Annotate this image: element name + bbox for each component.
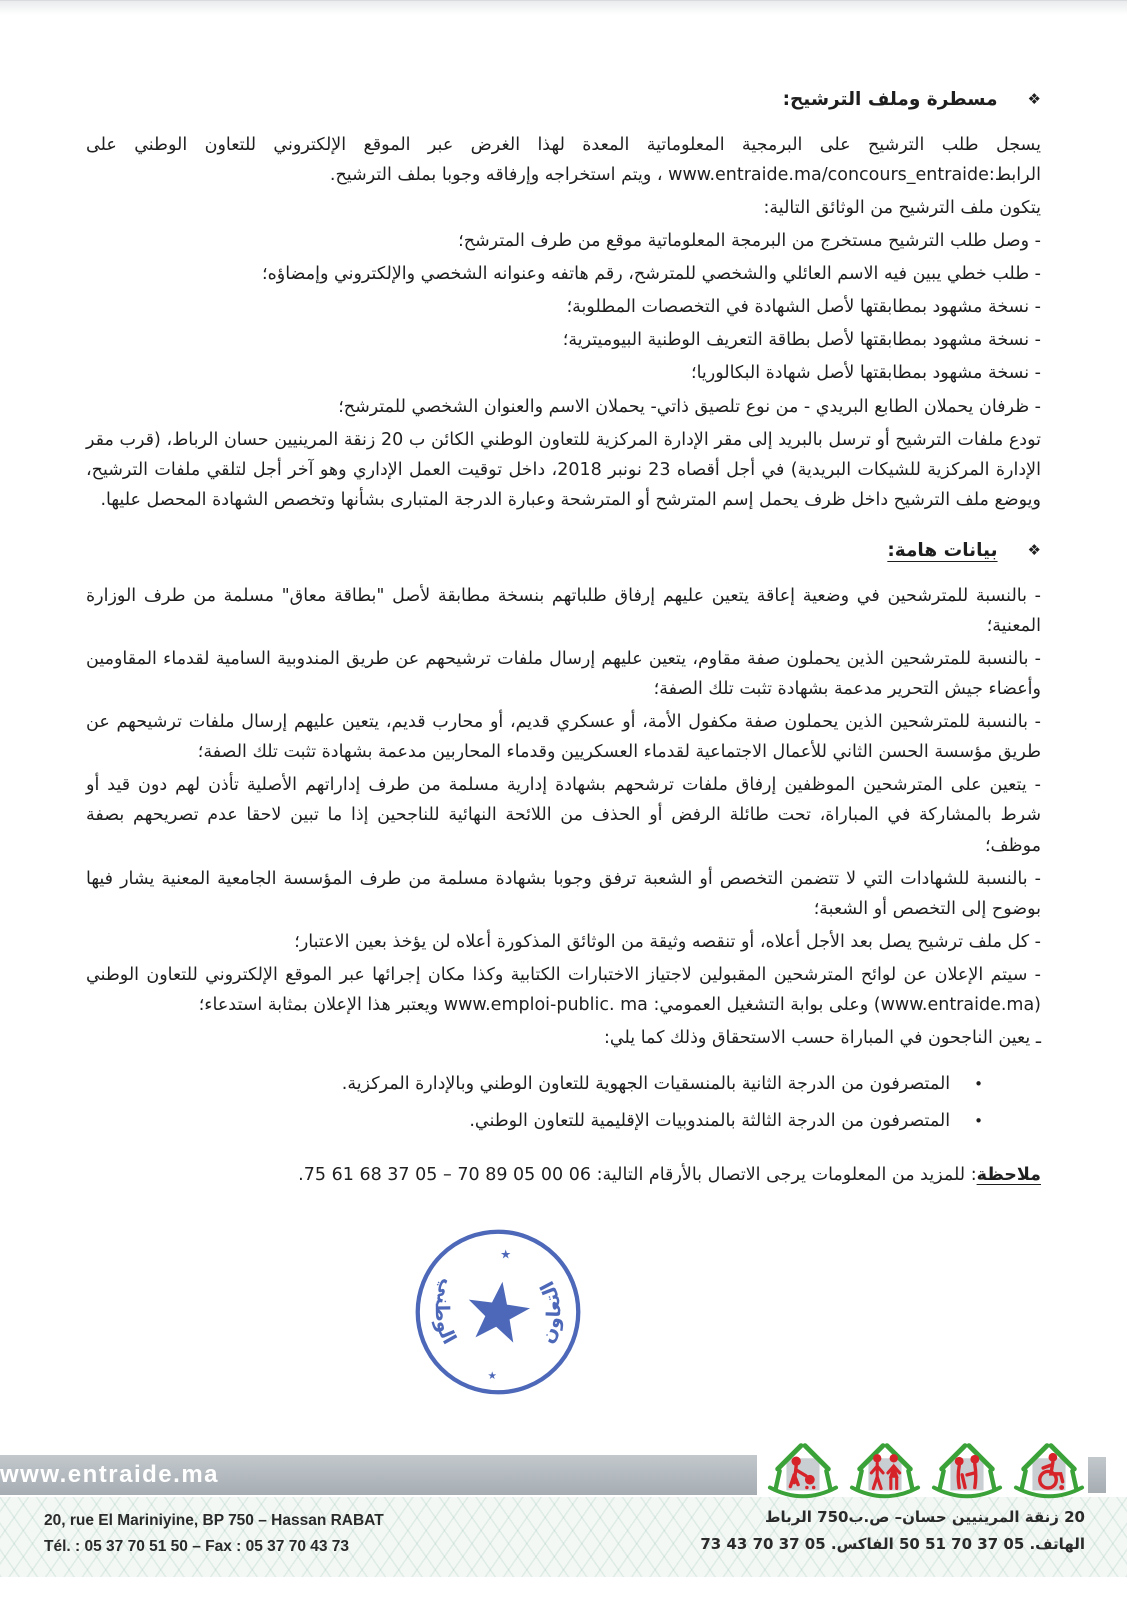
- list-item: [86, 1106, 983, 1136]
- list-item-text: المتصرفون من الدرجة الثانية بالمنسقيات الجهوية للتعاون الوطني وبالإدارة المركزية.: [341, 1074, 951, 1095]
- address-french: [44, 1508, 384, 1561]
- entraide-house-logos: [766, 1430, 1088, 1508]
- website-banner-right-stub: [1088, 1457, 1106, 1493]
- section-paragraphs: [86, 130, 1041, 515]
- house-logo-family-icon: [848, 1430, 922, 1508]
- paragraph: - بالنسبة للشهادات التي لا تتضمن التخصص أو الشعبة ترفق وجوبا بشهادة مسلمة من طرف المؤسسة الجامعية المعنية يشار فيها بوضوح إلى التخصص أو الشعبة؛: [86, 868, 1041, 919]
- paragraph: - بالنسبة للمترشحين في وضعية إعاقة يتعين عليهم إرفاق طلباتهم بنسخة مطابقة لأصل "بطاقة معاق" مسلمة من طرف الوزارة المعنية؛: [86, 585, 1041, 636]
- note-label: ملاحظة: [976, 1165, 1041, 1186]
- paragraph: - كل ملف ترشيح يصل بعد الأجل أعلاه، أو تنقصه وثيقة من الوثائق المذكورة أعلاه لن يؤخذ بعين الاعتبار؛: [294, 931, 1041, 952]
- stamp-small-star-bottom-icon: ★: [487, 1369, 497, 1382]
- paragraph: يتكون ملف الترشيح من الوثائق التالية:: [763, 198, 1041, 218]
- section-heading: [86, 535, 1041, 567]
- diamond-bullet-icon: ❖: [1027, 540, 1041, 559]
- house-logo-wheelchair-icon: [1012, 1430, 1086, 1508]
- section-important-notes: [86, 535, 1041, 1191]
- paragraph: - سيتم الإعلان عن لوائح المترشحين المقبولين لاجتياز الاختبارات الكتابية وكذا مكان إجرائها عبر الموقع الإلكتروني للتعاون الوطني (www.entraide.ma) وعلى بوابة التشغيل العمومي: www.emploi-public. ma ويعتبر هذا الإعلان بمثابة استدعاء؛: [86, 964, 1041, 1015]
- section-heading: [86, 84, 1041, 116]
- house-logo-mother-child-icon: [766, 1430, 840, 1508]
- house-logo-elderly-couple-icon: [930, 1430, 1004, 1508]
- paragraph: تودع ملفات الترشيح أو ترسل بالبريد إلى مقر الإدارة المركزية للتعاون الوطني الكائن ب 20 زنقة المرينيين حسان الرباط، (قرب مقر الإدارة المركزية للشيكات البريدية) في أجل أقصاه 23 نونبر 2018، داخل توقيت العمل الإداري وهو آخر أجل لتلقي ملفات الترشيح، ويوضع ملف الترشيح داخل ظرف يحمل إسم المترشح أو المترشحة وعبارة الدرجة المتبارى بشأنها وتخصص الشهادة المحصل عليها.: [86, 429, 1041, 510]
- list-item-text: المتصرفون من الدرجة الثالثة بالمندوبيات الإقليمية للتعاون الوطني.: [469, 1111, 951, 1132]
- paragraph: ـ يعين الناجحون في المباراة حسب الاستحقاق وذلك كما يلي:: [604, 1028, 1041, 1049]
- paragraph: - ظرفان يحملان الطابع البريدي - من نوع تلصيق ذاتي- يحملان الاسم والعنوان الشخصي للمترشح؛: [338, 396, 1041, 417]
- website-url: www.entraide.ma: [0, 1461, 219, 1488]
- paragraph: - نسخة مشهود بمطابقتها لأصل بطاقة التعريف الوطنية البيوميترية؛: [562, 330, 1041, 351]
- grades-assignment-list: [86, 1069, 1041, 1136]
- address-ar-line2: الهاتف. 05 37 70 51 50 الفاكس. 05 37 70 43 73: [700, 1535, 1085, 1553]
- dot-bullet-icon: •: [974, 1075, 983, 1094]
- section-candidature-procedure: [86, 84, 1041, 515]
- contact-note: [86, 1160, 1041, 1190]
- stamp-graphic: [412, 1226, 584, 1398]
- note-text: : للمزيد من المعلومات يرجى الاتصال بالأرقام التالية: 06 00 05 89 70 – 05 37 68 61 75.: [298, 1165, 977, 1186]
- official-round-stamp: [412, 1226, 584, 1398]
- list-item: [86, 1069, 983, 1099]
- paragraph: - وصل طلب الترشيح مستخرج من البرمجة المعلوماتية موقع من طرف المترشح؛: [458, 231, 1041, 252]
- paragraph: - بالنسبة للمترشحين الذين يحملون صفة مقاوم، يتعين عليهم إرسال ملفات ترشيحهم عن طريق المندوبية السامية لقدماء المقاومين وأعضاء جيش التحرير مدعمة بشهادة تثبت تلك الصفة؛: [86, 648, 1041, 700]
- address-arabic: [700, 1504, 1085, 1558]
- stamp-word-right: التعاون: [535, 1277, 566, 1347]
- paragraph: - يتعين على المترشحين الموظفين إرفاق ملفات ترشحهم بشهادة إدارية مسلمة من طرف إداراتهم الأصلية تأذن لهم دون قيد أو شرط بالمشاركة في المباراة، تحت طائلة الرفض أو الحذف من اللائحة النهائية للناجحين إذا ما تبين لاحقا عدم تصريحهم بصفة موظف؛: [86, 775, 1041, 856]
- address-fr-line1: 20, rue El Mariniyine, BP 750 – Hassan RABAT: [44, 1512, 384, 1529]
- stamp-small-star-top-icon: ★: [500, 1246, 512, 1262]
- section-title: مسطرة وملف الترشيح:: [782, 89, 998, 110]
- stamp-center-star-icon: [469, 1282, 530, 1343]
- paragraph: - نسخة مشهود بمطابقتها لأصل شهادة البكالوريا؛: [691, 363, 1041, 384]
- website-banner: [0, 1455, 757, 1495]
- section-paragraphs: [86, 581, 1041, 1053]
- address-ar-line1: 20 زنقة المرينيين حسان– ص.ب750 الرباط: [764, 1508, 1085, 1526]
- paragraph: - نسخة مشهود بمطابقتها لأصل الشهادة في التخصصات المطلوبة؛: [566, 297, 1041, 318]
- paragraph: يسجل طلب الترشيح على البرمجية المعلوماتية المعدة لهذا الغرض عبر الموقع الإلكتروني للتعاون الوطني على الرابط:www.entraide.ma/concours_entraide ، ويتم استخراجه وإرفاقه وجوبا بملف الترشيح.: [86, 134, 1041, 185]
- paragraph: - طلب خطي يبين فيه الاسم العائلي والشخصي للمترشح، رقم هاتفه وعنوانه الشخصي والإلكتروني وإمضاؤه؛: [262, 264, 1041, 285]
- paragraph: - بالنسبة للمترشحين الذين يحملون صفة مكفول الأمة، أو عسكري قديم، أو محارب قديم، يتعين عليهم إرسال ملفات ترشيحهم عن طريق مؤسسة الحسن الثاني للأعمال الاجتماعية لقدماء العسكريين وقدماء المحاربين مدعمة بشهادة تثبت تلك الصفة؛: [86, 712, 1041, 763]
- diamond-bullet-icon: ❖: [1027, 90, 1041, 108]
- dot-bullet-icon: •: [974, 1112, 983, 1131]
- stamp-word-left: الوطني: [430, 1275, 462, 1349]
- section-title: بيانات هامة:: [887, 539, 998, 561]
- address-fr-line2: Tél. : 05 37 70 51 50 – Fax : 05 37 70 43 73: [44, 1538, 350, 1556]
